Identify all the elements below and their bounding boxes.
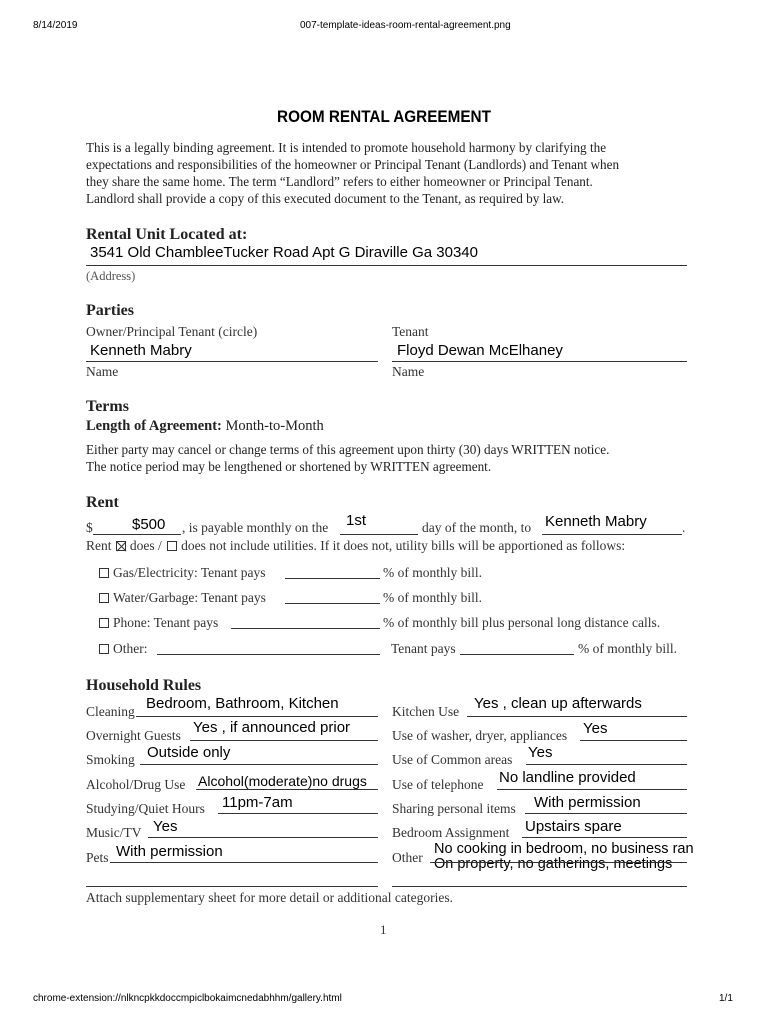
phone-label: Phone: Tenant pays [113,615,219,630]
rent-heading: Rent [86,494,119,511]
rule-underline [110,862,378,863]
address-caption: (Address) [86,269,136,283]
payable-text: , is payable monthly on the [182,520,329,535]
owner-underline [86,361,378,362]
gas-row [99,565,266,581]
length-label: Length of Agreement: [86,418,222,434]
print-footer-page: 1/1 [719,993,733,1004]
terms-line: Either party may cancel or change terms of this agreement upon thirty (30) days WRITTEN notice. [86,442,610,457]
other-percent-text: % of monthly bill. [578,641,677,656]
print-filename: 007-template-ideas-room-rental-agreement.png [300,20,511,31]
length-value: Month-to-Month [225,418,324,434]
length-of-agreement [86,418,324,435]
phone-row [99,615,218,631]
water-checkbox[interactable] [99,593,109,603]
other-tenant-pays: Tenant pays [391,641,456,656]
owner-name-field[interactable]: Kenneth Mabry [90,342,192,359]
rule-underline [526,764,687,765]
rule-label-telephone: Use of telephone [392,777,484,792]
rent-amount-field[interactable]: $500 [132,516,166,533]
rule-label-sharing: Sharing personal items [392,801,516,816]
tenant-name-field[interactable]: Floyd Dewan McElhaney [397,342,563,359]
terms-heading: Terms [86,398,129,415]
phone-percent-text: % of monthly bill plus personal long distance calls. [383,615,661,630]
gas-checkbox[interactable] [99,568,109,578]
utilities-line [86,538,625,554]
blank-rule-line[interactable] [86,886,378,887]
water-row [99,590,266,606]
rule-label-alcohol: Alcohol/Drug Use [86,777,186,792]
rent-payee-underline [542,534,682,535]
terms-line: The notice period may be lengthened or shortened by WRITTEN agreement. [86,459,492,474]
rule-value-telephone[interactable]: No landline provided [499,769,636,786]
rent-day-field[interactable]: 1st [346,512,367,529]
dollar-sign: $ [86,520,93,535]
intro-line: This is a legally binding agreement. It is intended to promote household harmony by clarifying the [86,140,607,155]
excludes-utilities-checkbox[interactable] [167,541,177,551]
water-percent-field[interactable] [285,603,380,604]
rule-value-other-line2[interactable]: On property, no gatherings, meetings [434,856,673,872]
rule-value-kitchen-use[interactable]: Yes , clean up afterwards [474,695,642,712]
rule-value-smoking[interactable]: Outside only [147,744,231,761]
gas-label: Gas/Electricity: Tenant pays [113,565,266,580]
rule-underline [196,789,378,790]
print-footer-url: chrome-extension://nlkncpkkdoccmpiclbokaimcnedabhhm/gallery.html [33,993,342,1004]
rent-day-underline [340,534,418,535]
rent-amount-underline [93,534,181,535]
print-date: 8/14/2019 [33,20,78,31]
rule-underline [218,813,378,814]
rental-unit-heading: Rental Unit Located at: [86,226,248,243]
rule-label-quiet-hours: Studying/Quiet Hours [86,801,205,816]
rule-underline [580,740,687,741]
rule-value-cleaning[interactable]: Bedroom, Bathroom, Kitchen [146,695,339,712]
rule-value-pets[interactable]: With permission [116,843,223,860]
rule-underline [140,764,378,765]
other-percent-field[interactable] [460,654,574,655]
rule-underline [522,837,687,838]
rule-label-music-tv: Music/TV [86,825,142,840]
page-number: 1 [380,922,387,937]
rule-underline [467,716,687,717]
rule-label-overnight-guests: Overnight Guests [86,728,181,743]
rule-label-pets: Pets [86,850,109,865]
phone-checkbox[interactable] [99,618,109,628]
other-utility-checkbox[interactable] [99,644,109,654]
rule-underline [430,862,687,863]
rule-value-music-tv[interactable]: Yes [153,818,178,835]
gas-percent-field[interactable] [285,578,380,579]
address-field[interactable]: 3541 Old ChambleeTucker Road Apt G Diraville Ga 30340 [90,244,478,261]
does-not-text: does not include utilities. If it does not, utility bills will be apportioned as follows: [181,538,626,553]
tenant-label: Tenant [392,324,429,339]
rule-value-other[interactable]: No cooking in bedroom, no business ran [434,841,694,857]
other-utility-label: Other: [113,641,148,656]
rule-underline [497,789,687,790]
address-underline [86,265,687,266]
day-text: day of the month, to [422,520,532,535]
other-utility-row [99,641,148,657]
tenant-name-caption: Name [392,364,425,379]
household-rules-heading: Household Rules [86,677,202,694]
intro-line: they share the same home. The term “Landlord” refers to either homeowner or Principal Tenant. [86,174,593,189]
includes-utilities-checkbox[interactable] [116,541,126,551]
rent-payee-field[interactable]: Kenneth Mabry [545,513,647,530]
rule-value-overnight-guests[interactable]: Yes , if announced prior [193,719,351,736]
terms-paragraph [86,441,686,475]
blank-rule-line[interactable] [392,886,687,887]
rule-label-smoking: Smoking [86,752,135,767]
gas-percent-text: % of monthly bill. [383,565,482,580]
intro-line: expectations and responsibilities of the homeowner or Principal Tenant (Landlords) and Tenant when [86,157,620,172]
rule-label-kitchen-use: Kitchen Use [392,704,460,719]
water-percent-text: % of monthly bill. [383,590,482,605]
attach-note: Attach supplementary sheet for more detail or additional categories. [86,890,453,905]
intro-line: Landlord shall provide a copy of this executed document to the Tenant, as required by law. [86,191,565,206]
rule-label-washer: Use of washer, dryer, appliances [392,728,568,743]
rule-label-bedroom: Bedroom Assignment [392,825,510,840]
does-text: does / [129,538,162,553]
water-label: Water/Garbage: Tenant pays [113,590,266,605]
rule-value-sharing[interactable]: With permission [534,794,641,811]
document-title: ROOM RENTAL AGREEMENT [277,107,491,126]
rule-underline [190,740,378,741]
parties-heading: Parties [86,302,134,319]
rule-label-cleaning: Cleaning [86,704,135,719]
rule-label-common-areas: Use of Common areas [392,752,513,767]
rule-value-washer[interactable]: Yes [583,720,608,737]
rule-value-alcohol[interactable]: Alcohol(moderate)no drugs [198,773,367,789]
rule-value-common-areas[interactable]: Yes [528,744,553,761]
rule-underline [148,837,378,838]
rule-label-other: Other [392,850,423,865]
rent-word: Rent [86,538,112,553]
rule-underline [525,813,687,814]
owner-label: Owner/Principal Tenant (circle) [86,324,258,339]
intro-paragraph [86,139,686,207]
tenant-underline [392,361,687,362]
rule-value-quiet-hours[interactable]: 11pm-7am [222,794,293,811]
other-utility-field[interactable] [157,654,380,655]
rent-period: . [682,520,686,535]
rule-underline [136,716,378,717]
phone-percent-field[interactable] [231,628,380,629]
rule-value-bedroom[interactable]: Upstairs spare [525,818,622,835]
owner-name-caption: Name [86,364,119,379]
